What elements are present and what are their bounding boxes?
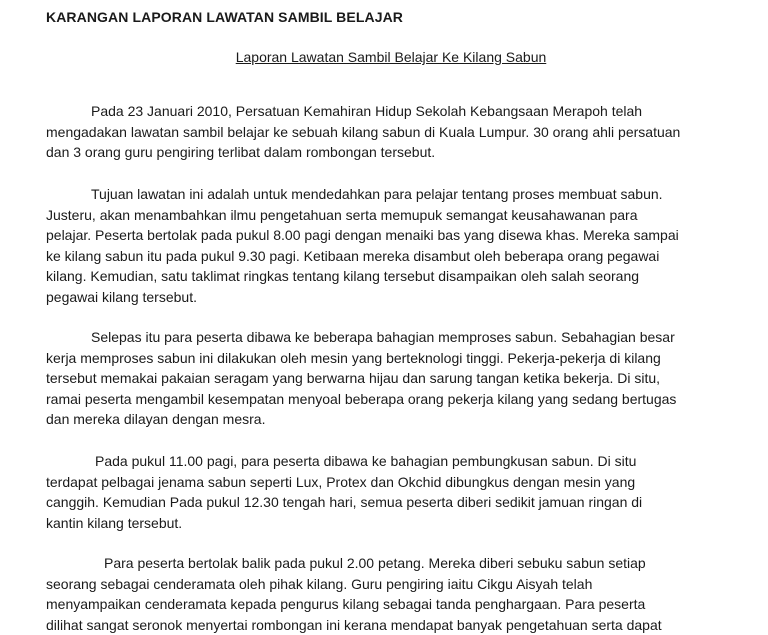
paragraph-line: Para peserta bertolak balik pada pukul 2.00 petang. Mereka diberi sebuku sabun setiap <box>104 555 646 571</box>
paragraph-line: Tujuan lawatan ini adalah untuk mendedahkan para pelajar tentang proses membuat sabun. <box>91 186 663 202</box>
paragraph-line: mengadakan lawatan sambil belajar ke sebuah kilang sabun di Kuala Lumpur. 30 orang ahli persatuan <box>46 123 681 140</box>
paragraph-line: canggih. Kemudian Pada pukul 12.30 tengah hari, semua peserta diberi sedikit jamuan ringan di <box>46 494 643 511</box>
paragraph-1 <box>46 101 746 163</box>
paragraph-line: ke kilang sabun itu pada pukul 9.30 pagi. Ketibaan mereka disambut oleh beberapa orang pegawai <box>46 247 660 264</box>
paragraph-line: Justeru, akan menambahkan ilmu pengetahuan serta memupuk semangat keusahawanan para <box>46 206 638 223</box>
paragraph-line: terdapat pelbagai jenama sabun seperti Lux, Protex dan Okchid dibungkus dengan mesin yang <box>46 473 636 490</box>
paragraph-line: pelajar. Peserta bertolak pada pukul 8.00 pagi dengan menaiki bas yang disewa khas. Mereka sampai <box>46 227 679 244</box>
paragraph-line: dilihat sangat seronok menyertai rombongan ini kerana mendapat banyak pengetahuan serta dapat <box>46 616 662 633</box>
paragraph-line: dan mereka dilayan dengan mesra. <box>46 411 266 428</box>
paragraph-line: Pada pukul 11.00 pagi, para peserta dibawa ke bahagian pembungkusan sabun. Di situ <box>95 453 637 469</box>
paragraph-4 <box>46 451 746 533</box>
paragraph-line: menyampaikan cenderamata kepada pengurus kilang sebagai tanda penghargaan. Para peserta <box>46 596 646 613</box>
paragraph-5 <box>46 553 746 635</box>
paragraph-line: dan 3 orang guru pengiring terlibat dalam rombongan tersebut. <box>46 144 436 161</box>
paragraph-2 <box>46 184 746 308</box>
paragraph-line: pegawai kilang tersebut. <box>46 288 197 305</box>
paragraph-3 <box>46 327 746 430</box>
paragraph-line: kilang. Kemudian, satu taklimat ringkas tentang kilang tersebut disampaikan oleh salah seorang <box>46 268 640 285</box>
paragraph-line: kerja memproses sabun ini dilakukan oleh mesin yang berteknologi tinggi. Pekerja-pekerja di kilang <box>46 349 661 366</box>
paragraph-line: ramai peserta mengambil kesempatan menyoal beberapa orang pekerja kilang yang sedang bertugas <box>46 390 677 407</box>
paragraph-line: Selepas itu para peserta dibawa ke beberapa bahagian memproses sabun. Sebahagian besar <box>91 329 675 345</box>
paragraph-line: tersebut memakai pakaian seragam yang berwarna hijau dan sarung tangan ketika bekerja. Di situ, <box>46 370 661 387</box>
paragraph-line: kantin kilang tersebut. <box>46 514 183 531</box>
report-title: Laporan Lawatan Sambil Belajar Ke Kilang Sabun <box>235 49 547 65</box>
paragraph-line: seorang sebagai cenderamata oleh pihak kilang. Guru pengiring iaitu Cikgu Aisyah telah <box>46 575 593 592</box>
document-heading: KARANGAN LAPORAN LAWATAN SAMBIL BELAJAR <box>46 9 404 25</box>
paragraph-line: Pada 23 Januari 2010, Persatuan Kemahiran Hidup Sekolah Kebangsaan Merapoh telah <box>91 103 643 119</box>
